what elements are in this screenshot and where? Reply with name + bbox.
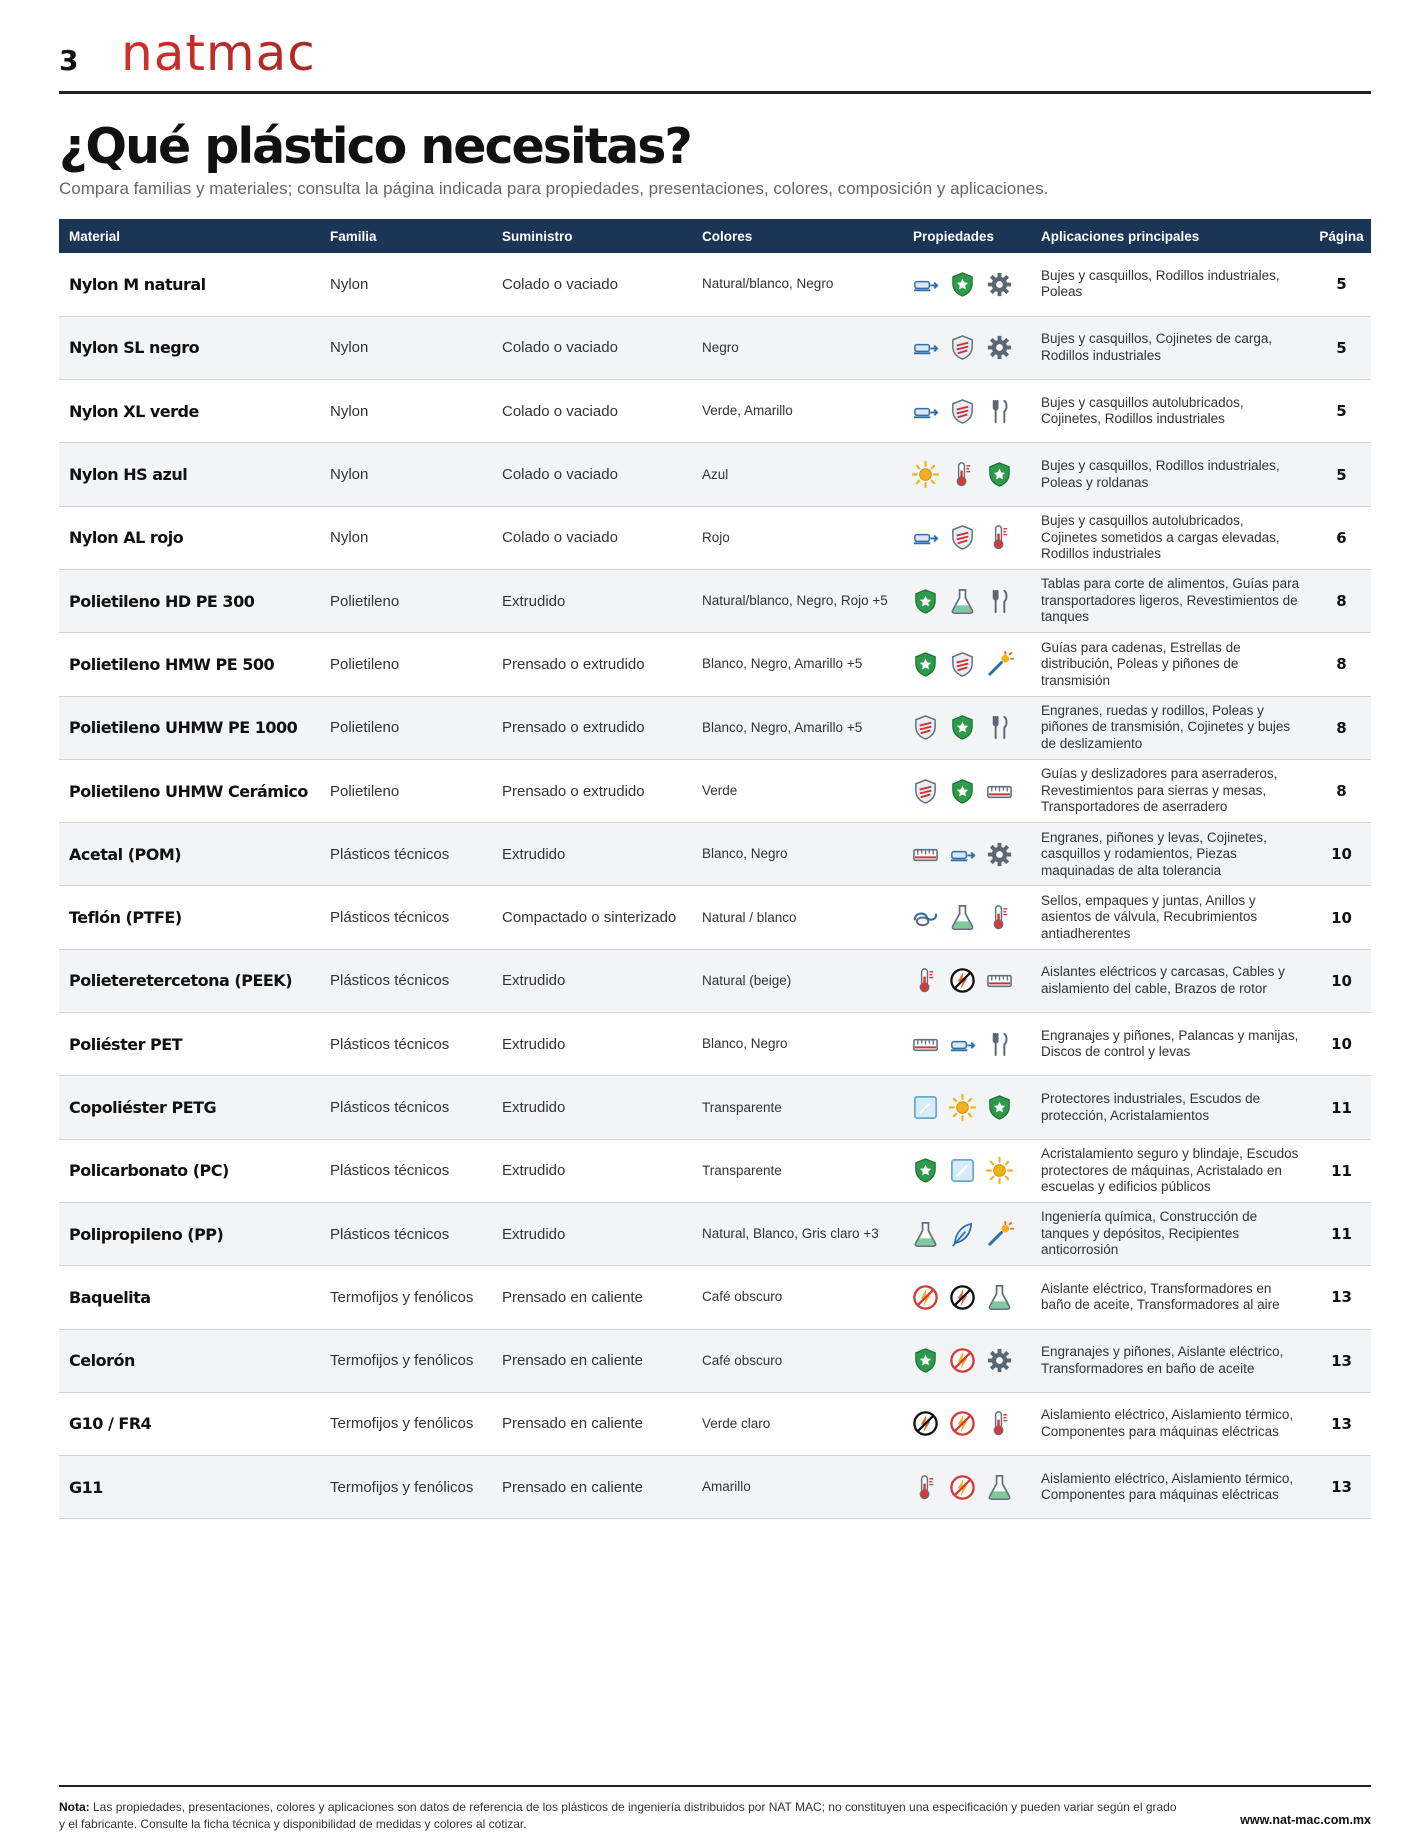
- natmac-logo: [121, 28, 371, 89]
- red-shield-icon: [948, 650, 977, 679]
- svg-text:natmac: natmac: [121, 28, 316, 82]
- fork-knife-icon: [985, 397, 1014, 426]
- propiedades-cell: [903, 633, 1031, 696]
- green-shield-icon: [985, 1093, 1014, 1122]
- sun-icon: [948, 1093, 977, 1122]
- aplicaciones-cell: Bujes y casquillos autolubricados, Cojinetes sometidos a cargas elevadas, Rodillos industriales: [1041, 513, 1280, 562]
- col-header-aplicaciones: Aplicaciones principales: [1041, 228, 1200, 244]
- colores-cell: Transparente: [702, 1099, 782, 1115]
- table-row: [59, 1076, 1371, 1139]
- aplicaciones-cell: Bujes y casquillos, Rodillos industriales, Poleas y roldanas: [1041, 458, 1280, 490]
- page-title: ¿Qué plástico necesitas?: [59, 118, 691, 175]
- propiedades-cell: [903, 759, 1031, 822]
- col-header-material: Material: [69, 228, 121, 244]
- material-cell: Nylon M natural: [69, 274, 206, 294]
- propiedades-cell: [903, 1139, 1031, 1202]
- red-shield-icon: [911, 713, 940, 742]
- aplicaciones-cell: Engranajes y piñones, Aislante eléctrico, Transformadores en baño de aceite: [1041, 1344, 1284, 1376]
- colores-cell: Verde claro: [702, 1415, 771, 1431]
- propiedades-cell: [903, 569, 1031, 632]
- table-row: [59, 443, 1371, 506]
- colores-cell: Café obscuro: [702, 1352, 783, 1368]
- pagina-cell: 13: [1331, 1414, 1352, 1433]
- colores-cell: Natural / blanco: [702, 909, 797, 925]
- suministro-cell: Colado o vaciado: [502, 466, 618, 484]
- familia-cell: Polietileno: [330, 655, 400, 673]
- propiedades-cell: [903, 1456, 1031, 1519]
- colores-cell: Transparente: [702, 1162, 782, 1178]
- gear-icon: [985, 270, 1014, 299]
- table-row: [59, 253, 1371, 316]
- aplicaciones-cell: Bujes y casquillos, Cojinetes de carga, Rodillos industriales: [1041, 331, 1273, 363]
- flask-icon: [985, 1283, 1014, 1312]
- aplicaciones-cell: Engranes, ruedas y rodillos, Poleas y piñones de transmisión, Cojinetes y bujes de deslizamiento: [1041, 702, 1291, 751]
- colores-cell: Natural/blanco, Negro: [702, 276, 834, 292]
- no-electric-red-icon: [948, 1473, 977, 1502]
- colores-cell: Blanco, Negro, Amarillo +5: [702, 656, 863, 672]
- table-row: [59, 1392, 1371, 1455]
- table-row: [59, 886, 1371, 949]
- impact-icon: [985, 1220, 1014, 1249]
- aplicaciones-cell: Guías para cadenas, Estrellas de distribución, Poleas y piñones de transmisión: [1041, 639, 1241, 688]
- material-cell: Polietileno HD PE 300: [69, 591, 255, 611]
- familia-cell: Plásticos técnicos: [330, 909, 450, 927]
- familia-cell: Nylon: [330, 402, 369, 420]
- table-row: [59, 1266, 1371, 1329]
- material-cell: Acetal (POM): [69, 844, 182, 864]
- table-row: [59, 1456, 1371, 1519]
- pagina-cell: 5: [1336, 275, 1347, 294]
- flask-icon: [985, 1473, 1014, 1502]
- suministro-cell: Prensado o extrudido: [502, 719, 645, 737]
- table-row: [59, 316, 1371, 379]
- propiedades-cell: [903, 443, 1031, 506]
- material-cell: Policarbonato (PC): [69, 1161, 229, 1181]
- transparent-icon: [948, 1156, 977, 1185]
- colores-cell: Azul: [702, 466, 729, 482]
- pagina-cell: 10: [1331, 908, 1352, 927]
- suministro-cell: Extrudido: [502, 592, 566, 610]
- propiedades-cell: [903, 1266, 1031, 1329]
- col-header-pagina: Página: [1319, 228, 1364, 244]
- suministro-cell: Colado o vaciado: [502, 529, 618, 547]
- table-row: [59, 823, 1371, 886]
- pagina-cell: 6: [1336, 528, 1347, 547]
- material-cell: Nylon AL rojo: [69, 528, 184, 548]
- gear-icon: [985, 840, 1014, 869]
- colores-cell: Blanco, Negro: [702, 1036, 788, 1052]
- conveyor-icon: [911, 523, 940, 552]
- table-row: [59, 506, 1371, 569]
- material-cell: Celorón: [69, 1351, 135, 1371]
- gear-icon: [985, 1346, 1014, 1375]
- propiedades-cell: [903, 1076, 1031, 1139]
- gear-icon: [985, 333, 1014, 362]
- green-shield-icon: [948, 713, 977, 742]
- colores-cell: Verde: [702, 783, 738, 799]
- thermometer-icon: [985, 523, 1014, 552]
- propiedades-cell: [903, 949, 1031, 1012]
- pagina-cell: 5: [1336, 402, 1347, 421]
- col-header-propiedades: Propiedades: [913, 228, 995, 244]
- suministro-cell: Extrudido: [502, 1162, 566, 1180]
- suministro-cell: Prensado en caliente: [502, 1288, 643, 1306]
- familia-cell: Termofijos y fenólicos: [330, 1352, 474, 1370]
- pagina-cell: 13: [1331, 1288, 1352, 1307]
- conveyor-icon: [911, 270, 940, 299]
- thermometer-icon: [911, 966, 940, 995]
- suministro-cell: Prensado en caliente: [502, 1415, 643, 1433]
- red-shield-icon: [948, 523, 977, 552]
- conveyor-icon: [911, 333, 940, 362]
- pagina-cell: 8: [1336, 782, 1347, 801]
- green-shield-icon: [948, 270, 977, 299]
- note-label: Nota:: [59, 1800, 90, 1814]
- pagina-cell: 11: [1331, 1098, 1352, 1117]
- material-cell: Teflón (PTFE): [69, 908, 182, 928]
- pagina-cell: 5: [1336, 338, 1347, 357]
- ruler-icon: [911, 840, 940, 869]
- no-electric-icon: [948, 966, 977, 995]
- thermometer-icon: [985, 1409, 1014, 1438]
- material-cell: Polietileno UHMW Cerámico: [69, 781, 308, 801]
- propiedades-cell: [903, 506, 1031, 569]
- page-subtitle: Compara familias y materiales; consulta la página indicada para propiedades, presentaciones, colores, composición y aplicaciones.: [59, 179, 1049, 198]
- conveyor-icon: [948, 840, 977, 869]
- aplicaciones-cell: Aislantes eléctricos y carcasas, Cables y aislamiento del cable, Brazos de rotor: [1041, 964, 1285, 996]
- familia-cell: Plásticos técnicos: [330, 1162, 450, 1180]
- green-shield-icon: [985, 460, 1014, 489]
- familia-cell: Polietileno: [330, 782, 400, 800]
- suministro-cell: Compactado o sinterizado: [502, 909, 677, 927]
- pagina-cell: 10: [1331, 971, 1352, 990]
- note-text: Las propiedades, presentaciones, colores y aplicaciones son datos de referencia de los plásticos de ingeniería distribuidos por NAT MAC; no constituyen una especificación y pueden variar según el grado y el fabricante. Consulte la ficha técnica y disponibilidad de medidas y colores al cotizar.: [59, 1800, 1177, 1831]
- green-shield-icon: [911, 1346, 940, 1375]
- colores-cell: Blanco, Negro: [702, 846, 788, 862]
- aplicaciones-cell: Bujes y casquillos autolubricados, Cojinetes, Rodillos industriales: [1041, 394, 1244, 427]
- colores-cell: Café obscuro: [702, 1289, 783, 1305]
- propiedades-cell: [903, 1202, 1031, 1265]
- table-row: [59, 633, 1371, 696]
- page-footer: [59, 1785, 1371, 1833]
- aplicaciones-cell: Aislamiento eléctrico, Aislamiento térmico, Componentes para máquinas eléctricas: [1041, 1407, 1294, 1439]
- suministro-cell: Extrudido: [502, 1035, 566, 1053]
- col-header-colores: Colores: [702, 228, 753, 244]
- pagina-cell: 13: [1331, 1478, 1352, 1497]
- propiedades-cell: [903, 1392, 1031, 1455]
- material-cell: G10 / FR4: [69, 1414, 152, 1434]
- suministro-cell: Colado o vaciado: [502, 402, 618, 420]
- suministro-cell: Colado o vaciado: [502, 275, 618, 293]
- col-header-suministro: Suministro: [502, 228, 573, 244]
- flask-icon: [948, 903, 977, 932]
- familia-cell: Plásticos técnicos: [330, 1035, 450, 1053]
- suministro-cell: Prensado en caliente: [502, 1478, 643, 1496]
- no-electric-icon: [911, 1409, 940, 1438]
- aplicaciones-cell: Sellos, empaques y juntas, Anillos y asientos de válvula, Recubrimientos antiadherentes: [1041, 892, 1258, 941]
- familia-cell: Plásticos técnicos: [330, 1225, 450, 1243]
- table-row: [59, 949, 1371, 1012]
- aplicaciones-cell: Aislamiento eléctrico, Aislamiento térmico, Componentes para máquinas eléctricas: [1041, 1470, 1294, 1503]
- sun-icon: [985, 1156, 1014, 1185]
- page-number: 3: [59, 44, 79, 77]
- material-cell: Copoliéster PETG: [69, 1098, 217, 1117]
- no-electric-red-icon: [948, 1409, 977, 1438]
- aplicaciones-cell: Guías y deslizadores para aserraderos, Revestimientos para sierras y mesas, Transportadores de aserradero: [1041, 766, 1278, 815]
- colores-cell: Natural (beige): [702, 972, 792, 988]
- familia-cell: Termofijos y fenólicos: [330, 1415, 474, 1433]
- familia-cell: Nylon: [330, 339, 369, 357]
- material-cell: Nylon XL verde: [69, 401, 199, 421]
- colores-cell: Natural/blanco, Negro, Rojo +5: [702, 593, 888, 609]
- table-row: [59, 1202, 1371, 1265]
- aplicaciones-cell: Ingeniería química, Construcción de tanques y depósitos, Recipientes anticorrosión: [1041, 1209, 1258, 1258]
- familia-cell: Nylon: [330, 275, 369, 293]
- material-cell: Polietileno HMW PE 500: [69, 654, 275, 674]
- suministro-cell: Prensado o extrudido: [502, 655, 645, 673]
- aplicaciones-cell: Engranes, piñones y levas, Cojinetes, casquillos y rodamientos, Piezas maquinadas de alta tolerancia: [1041, 829, 1267, 878]
- colores-cell: Rojo: [702, 529, 730, 545]
- material-cell: Poliéster PET: [69, 1034, 183, 1054]
- material-cell: Nylon HS azul: [69, 465, 188, 485]
- conveyor-icon: [911, 397, 940, 426]
- ruler-icon: [985, 966, 1014, 995]
- familia-cell: Plásticos técnicos: [330, 845, 450, 863]
- table-row: [59, 1329, 1371, 1392]
- propiedades-cell: [903, 380, 1031, 443]
- no-electric-icon: [948, 1283, 977, 1312]
- impact-icon: [985, 650, 1014, 679]
- familia-cell: Nylon: [330, 466, 369, 484]
- colores-cell: Verde, Amarillo: [702, 403, 793, 419]
- suministro-cell: Prensado en caliente: [502, 1352, 643, 1370]
- table-row: [59, 1139, 1371, 1202]
- propiedades-cell: [903, 886, 1031, 949]
- propiedades-cell: [903, 1013, 1031, 1076]
- fork-knife-icon: [985, 713, 1014, 742]
- flask-icon: [948, 587, 977, 616]
- pagina-cell: 5: [1336, 465, 1347, 484]
- familia-cell: Termofijos y fenólicos: [330, 1478, 474, 1496]
- no-electric-red-icon: [911, 1283, 940, 1312]
- table-row: [59, 759, 1371, 822]
- conveyor-icon: [948, 1030, 977, 1059]
- suministro-cell: Prensado o extrudido: [502, 782, 645, 800]
- table-header-row: [59, 219, 1371, 253]
- transparent-icon: [911, 1093, 940, 1122]
- pagina-cell: 8: [1336, 718, 1347, 737]
- material-cell: Polipropileno (PP): [69, 1224, 224, 1244]
- familia-cell: Polietileno: [330, 592, 400, 610]
- familia-cell: Plásticos técnicos: [330, 1099, 450, 1116]
- aplicaciones-cell: Acristalamiento seguro y blindaje, Escudos protectores de máquinas, Acristalado en escuelas y edificios públicos: [1041, 1146, 1299, 1195]
- table-row: [59, 1013, 1371, 1076]
- pagina-cell: 10: [1331, 845, 1352, 864]
- propiedades-cell: [903, 696, 1031, 759]
- pagina-cell: 8: [1336, 592, 1347, 611]
- green-shield-icon: [911, 1156, 940, 1185]
- table-row: [59, 696, 1371, 759]
- aplicaciones-cell: Engranajes y piñones, Palancas y manijas, Discos de control y levas: [1041, 1027, 1299, 1060]
- suministro-cell: Extrudido: [502, 1225, 566, 1243]
- page-header: [59, 30, 1371, 94]
- ruler-icon: [985, 777, 1014, 806]
- material-cell: Nylon SL negro: [69, 338, 200, 358]
- pagina-cell: 13: [1331, 1351, 1352, 1370]
- aplicaciones-cell: Protectores industriales, Escudos de protección, Acristalamientos: [1041, 1091, 1261, 1123]
- material-cell: Polietileno UHMW PE 1000: [69, 718, 298, 738]
- material-cell: Polieteretercetona (PEEK): [69, 971, 293, 991]
- green-shield-icon: [911, 650, 940, 679]
- fork-knife-icon: [985, 587, 1014, 616]
- seal-icon: [911, 903, 940, 932]
- table-row: [59, 569, 1371, 632]
- green-shield-icon: [911, 587, 940, 616]
- propiedades-cell: [903, 316, 1031, 379]
- thermometer-icon: [911, 1473, 940, 1502]
- familia-cell: Termofijos y fenólicos: [330, 1288, 474, 1306]
- colores-cell: Natural, Blanco, Gris claro +3: [702, 1226, 879, 1242]
- red-shield-icon: [911, 777, 940, 806]
- colores-cell: Negro: [702, 339, 739, 355]
- propiedades-cell: [903, 823, 1031, 886]
- suministro-cell: Extrudido: [502, 1099, 566, 1116]
- fork-knife-icon: [985, 1030, 1014, 1059]
- thermometer-icon: [948, 460, 977, 489]
- flask-icon: [911, 1220, 940, 1249]
- red-shield-icon: [948, 333, 977, 362]
- no-electric-red-icon: [948, 1346, 977, 1375]
- pagina-cell: 11: [1331, 1161, 1352, 1180]
- aplicaciones-cell: Aislante eléctrico, Transformadores en baño de aceite, Transformadores al aire: [1041, 1280, 1280, 1313]
- propiedades-cell: [903, 1329, 1031, 1392]
- material-cell: Baquelita: [69, 1287, 151, 1307]
- pagina-cell: 11: [1331, 1225, 1352, 1244]
- website-link[interactable]: www.nat-mac.com.mx: [1240, 1813, 1371, 1827]
- materials-table: [59, 219, 1371, 1519]
- table-row: [59, 380, 1371, 443]
- aplicaciones-cell: Tablas para corte de alimentos, Guías para transportadores ligeros, Revestimientos de tanques: [1041, 576, 1300, 625]
- suministro-cell: Extrudido: [502, 972, 566, 990]
- green-shield-icon: [948, 777, 977, 806]
- suministro-cell: Colado o vaciado: [502, 339, 618, 357]
- col-header-familia: Familia: [330, 228, 377, 244]
- suministro-cell: Extrudido: [502, 845, 566, 863]
- colores-cell: Blanco, Negro, Amarillo +5: [702, 719, 863, 735]
- feather-icon: [948, 1220, 977, 1249]
- red-shield-icon: [948, 397, 977, 426]
- footer-note: [59, 1799, 1179, 1833]
- pagina-cell: 8: [1336, 655, 1347, 674]
- familia-cell: Plásticos técnicos: [330, 972, 450, 990]
- material-cell: G11: [69, 1477, 103, 1497]
- sun-icon: [911, 460, 940, 489]
- propiedades-cell: [903, 253, 1031, 316]
- familia-cell: Polietileno: [330, 719, 400, 737]
- familia-cell: Nylon: [330, 529, 369, 547]
- colores-cell: Amarillo: [702, 1479, 751, 1495]
- ruler-icon: [911, 1030, 940, 1059]
- pagina-cell: 10: [1331, 1035, 1352, 1054]
- thermometer-icon: [985, 903, 1014, 932]
- aplicaciones-cell: Bujes y casquillos, Rodillos industriales, Poleas: [1041, 267, 1280, 300]
